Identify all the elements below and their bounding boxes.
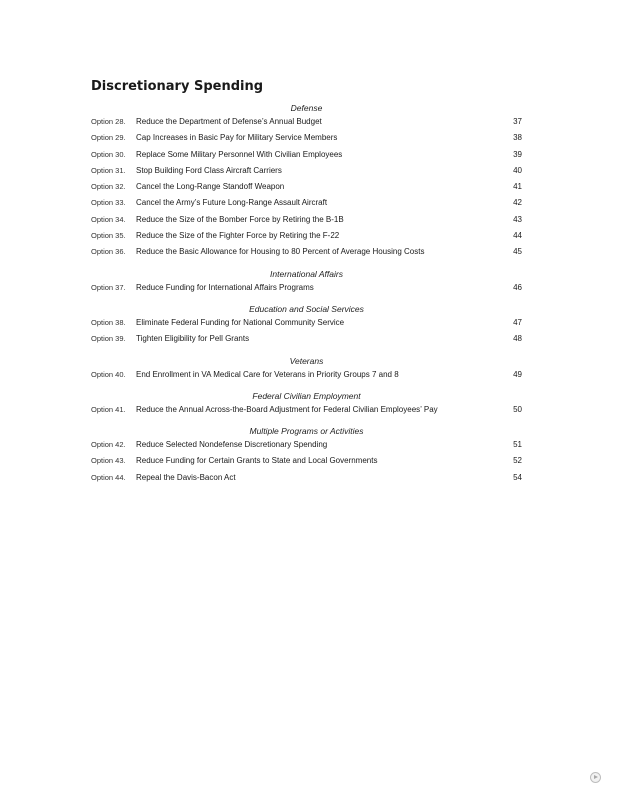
page-number: 54 xyxy=(513,472,522,482)
contents-row[interactable] xyxy=(91,367,522,383)
option-title[interactable]: Repeal the Davis-Bacon Act xyxy=(136,472,236,482)
contents-row[interactable] xyxy=(91,331,522,347)
contents-row[interactable] xyxy=(91,228,522,244)
option-number: Option 34. xyxy=(91,214,126,224)
option-number: Option 36. xyxy=(91,247,126,257)
contents-row[interactable] xyxy=(91,195,522,211)
page-number: 44 xyxy=(513,231,522,241)
page-number: 40 xyxy=(513,165,522,175)
section-title: Federal Civilian Employment xyxy=(252,390,361,401)
page-number: 48 xyxy=(513,334,522,344)
contents-row[interactable] xyxy=(91,130,522,146)
section xyxy=(91,102,522,261)
section xyxy=(91,390,522,418)
option-number: Option 43. xyxy=(91,456,126,466)
option-title[interactable]: Cancel the Army’s Future Long-Range Assault Aircraft xyxy=(136,198,328,208)
option-number: Option 33. xyxy=(91,198,126,208)
contents-row[interactable] xyxy=(91,114,522,130)
option-title[interactable]: Cancel the Long-Range Standoff Weapon xyxy=(136,182,285,192)
page-number: 43 xyxy=(513,214,522,224)
contents-page xyxy=(91,78,522,493)
section xyxy=(91,268,522,296)
option-title[interactable]: Replace Some Military Personnel With Civilian Employees xyxy=(136,149,343,159)
contents-row[interactable] xyxy=(91,315,522,331)
contents-row[interactable] xyxy=(91,470,522,486)
contents-row[interactable] xyxy=(91,147,522,163)
option-title[interactable]: Eliminate Federal Funding for National Community Service xyxy=(136,317,345,327)
play-circle-icon[interactable] xyxy=(590,772,601,783)
page-number: 37 xyxy=(513,117,522,126)
page-number: 41 xyxy=(513,182,522,192)
contents-row[interactable] xyxy=(91,163,522,179)
option-number: Option 41. xyxy=(91,404,126,414)
option-title[interactable]: Tighten Eligibility for Pell Grants xyxy=(136,334,250,344)
option-title[interactable]: Reduce Funding for International Affairs Programs xyxy=(136,282,314,292)
page-number: 45 xyxy=(513,247,522,257)
section-title: Defense xyxy=(290,103,323,113)
contents-row[interactable] xyxy=(91,280,522,296)
contents-row[interactable] xyxy=(91,453,522,469)
page-number: 49 xyxy=(513,369,522,379)
option-title[interactable]: Reduce Funding for Certain Grants to State and Local Governments xyxy=(136,456,378,466)
contents-row[interactable] xyxy=(91,212,522,228)
option-title[interactable]: Cap Increases in Basic Pay for Military Service Members xyxy=(136,133,338,143)
section-title: International Affairs xyxy=(270,268,343,279)
option-number: Option 39. xyxy=(91,334,126,344)
option-number: Option 31. xyxy=(91,165,126,175)
option-title[interactable]: Reduce the Size of the Fighter Force by Retiring the F-22 xyxy=(136,231,340,241)
contents-row[interactable] xyxy=(91,437,522,453)
option-title[interactable]: Reduce Selected Nondefense Discretionary Spending xyxy=(136,440,328,450)
option-title[interactable]: Reduce the Annual Across-the-Board Adjustment for Federal Civilian Employees’ Pay xyxy=(136,404,438,414)
option-title[interactable]: Reduce the Department of Defense’s Annual Budget xyxy=(136,117,322,126)
option-title[interactable]: Reduce the Size of the Bomber Force by Retiring the B-1B xyxy=(136,214,344,224)
option-number: Option 44. xyxy=(91,472,126,482)
section xyxy=(91,355,522,383)
option-title[interactable]: Stop Building Ford Class Aircraft Carriers xyxy=(136,165,282,175)
option-number: Option 40. xyxy=(91,369,126,379)
contents-row[interactable] xyxy=(91,244,522,260)
page-number: 52 xyxy=(513,456,522,466)
page-number: 38 xyxy=(513,133,522,143)
option-title[interactable]: End Enrollment in VA Medical Care for Veterans in Priority Groups 7 and 8 xyxy=(136,369,399,379)
page-number: 42 xyxy=(513,198,522,208)
option-title[interactable]: Reduce the Basic Allowance for Housing to 80 Percent of Average Housing Costs xyxy=(136,247,425,257)
contents-row[interactable] xyxy=(91,179,522,195)
page-title: Discretionary Spending xyxy=(91,79,264,94)
page-number: 47 xyxy=(513,317,522,327)
option-number: Option 38. xyxy=(91,317,126,327)
option-number: Option 37. xyxy=(91,282,126,292)
section-title: Veterans xyxy=(289,355,324,366)
contents-list xyxy=(91,102,522,486)
section-title: Education and Social Services xyxy=(249,303,364,314)
option-number: Option 42. xyxy=(91,440,126,450)
page-number: 39 xyxy=(513,149,522,159)
option-number: Option 35. xyxy=(91,231,126,241)
section-title: Multiple Programs or Activities xyxy=(249,426,364,437)
page-number: 51 xyxy=(513,440,522,450)
section xyxy=(91,425,522,486)
option-number: Option 30. xyxy=(91,149,126,159)
option-number: Option 28. xyxy=(91,117,126,126)
section xyxy=(91,303,522,348)
page-number: 50 xyxy=(513,404,522,414)
contents-row[interactable] xyxy=(91,402,522,418)
option-number: Option 32. xyxy=(91,182,126,192)
option-number: Option 29. xyxy=(91,133,126,143)
page-number: 46 xyxy=(513,282,522,292)
